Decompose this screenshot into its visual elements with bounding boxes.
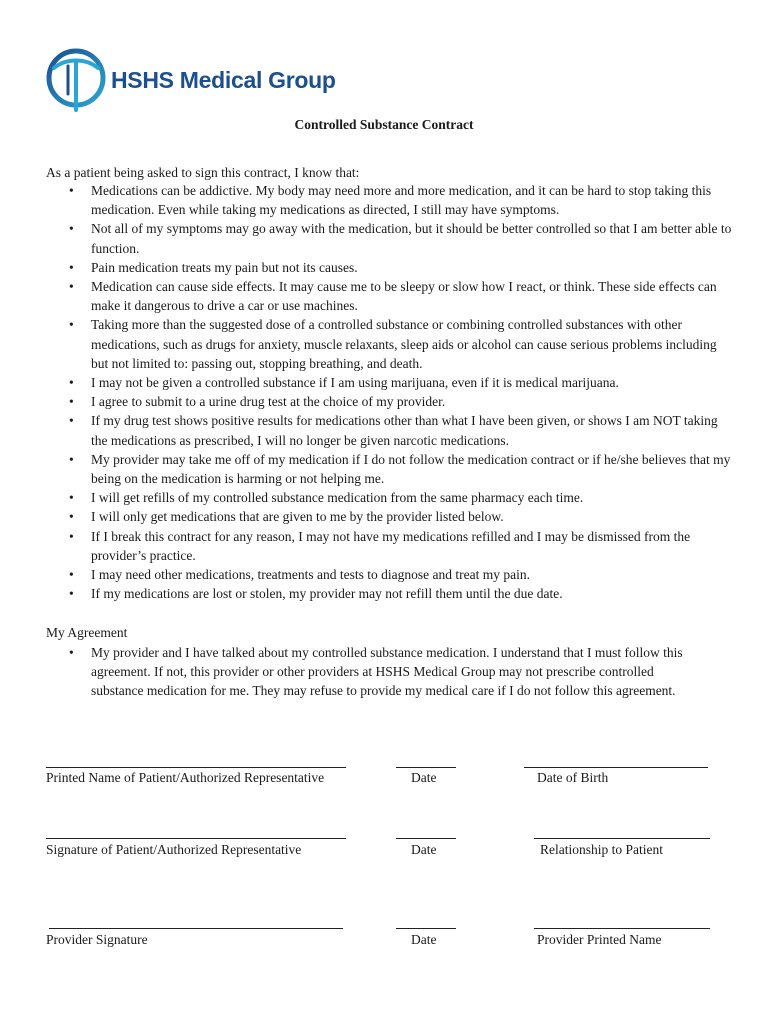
list-item: • My provider may take me off of my medication if I do not follow the medication contract or if he/she believes that my being on the medication is harming or not helping me.	[46, 450, 736, 488]
patient-signature-label: Signature of Patient/Authorized Representative	[46, 842, 302, 857]
document-title: Controlled Substance Contract	[294, 117, 474, 132]
date-of-birth-line[interactable]	[524, 767, 708, 768]
statement-list	[46, 181, 736, 603]
list-item: • I will get refills of my controlled substance medication from the same pharmacy each time.	[46, 488, 736, 507]
date-label-3: Date	[411, 932, 437, 947]
date-label-1: Date	[411, 770, 437, 785]
agreement-item: • My provider and I have talked about my controlled substance medication. I understand that I must follow this agreement. If not, this provider or other providers at HSHS Medical Group may not prescribe controlled substance medication for me. They may refuse to provide my medical care if I do not follow this agreement.	[46, 643, 706, 701]
list-item: • Pain medication treats my pain but not its causes.	[46, 258, 736, 277]
provider-signature-line[interactable]	[49, 928, 343, 929]
list-item: • If my medications are lost or stolen, my provider may not refill them until the due date.	[46, 584, 736, 603]
org-logo	[44, 42, 336, 114]
relationship-label: Relationship to Patient	[540, 842, 663, 857]
hshs-logo-icon	[44, 42, 108, 114]
date-label-2: Date	[411, 842, 437, 857]
list-item: • I agree to submit to a urine drug test at the choice of my provider.	[46, 392, 736, 411]
patient-signature-line[interactable]	[46, 838, 346, 839]
intro-text: As a patient being asked to sign this contract, I know that:	[46, 165, 360, 180]
provider-signature-label: Provider Signature	[46, 932, 148, 947]
list-item: • Taking more than the suggested dose of a controlled substance or combining controlled substances with other medications, such as drugs for anxiety, muscle relaxants, sleep aids or alcohol can cause serious problems including but not limited to: passing out, stopping breathing, and death.	[46, 315, 736, 373]
list-item: • I will only get medications that are given to me by the provider listed below.	[46, 507, 736, 526]
list-item: • I may not be given a controlled substance if I am using marijuana, even if it is medical marijuana.	[46, 373, 736, 392]
date-line-2[interactable]	[396, 838, 456, 839]
list-item: • If I break this contract for any reason, I may not have my medications refilled and I may be dismissed from the provider’s practice.	[46, 527, 736, 565]
agreement-heading: My Agreement	[46, 625, 128, 640]
org-name: HSHS Medical Group	[111, 67, 336, 93]
provider-printed-name-label: Provider Printed Name	[537, 932, 662, 947]
provider-printed-name-line[interactable]	[534, 928, 710, 929]
agreement-list	[46, 643, 706, 701]
list-item: • I may need other medications, treatments and tests to diagnose and treat my pain.	[46, 565, 736, 584]
list-item: • Medication can cause side effects. It may cause me to be sleepy or slow how I react, or think. These side effects can make it dangerous to drive a car or use machines.	[46, 277, 736, 315]
date-line-1[interactable]	[396, 767, 456, 768]
list-item: • Medications can be addictive. My body may need more and more medication, and it can be hard to stop taking this medication. Even while taking my medications as directed, I still may have symptoms.	[46, 181, 736, 219]
list-item: • Not all of my symptoms may go away with the medication, but it should be better controlled so that I am better able to function.	[46, 219, 736, 257]
patient-printed-name-line[interactable]	[46, 767, 346, 768]
date-line-3[interactable]	[396, 928, 456, 929]
date-of-birth-label: Date of Birth	[537, 770, 609, 785]
relationship-line[interactable]	[534, 838, 710, 839]
list-item: • If my drug test shows positive results for medications other than what I have been given, or shows I am NOT taking the medications as prescribed, I will no longer be given narcotic medications.	[46, 411, 736, 449]
patient-printed-name-label: Printed Name of Patient/Authorized Representative	[46, 770, 325, 785]
